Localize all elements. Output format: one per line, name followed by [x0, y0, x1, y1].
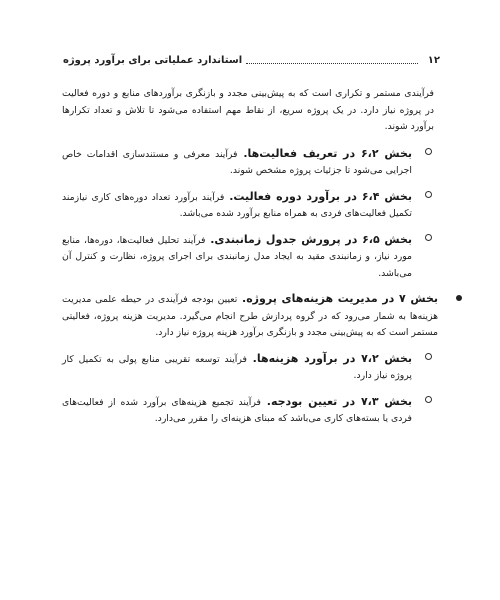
- hollow-bullet-icon: [425, 191, 432, 198]
- intro-paragraph: فرآیندی مستمر و تکراری است که به پیش‌بینی مجدد و بازنگری برآوردهای منابع و دوره فعالیت در پروژه نیاز دارد. در یک پروژه سریع، از نقاط مهم استفاده می‌شود تا تلاش و تعداد تکرارها برآورد شوند.: [62, 88, 434, 132]
- list-item: [62, 189, 434, 223]
- list-item: [62, 146, 434, 180]
- list-item: [62, 351, 434, 385]
- hollow-bullet-icon: [425, 396, 432, 403]
- item-heading: بخش ۷،۲ در برآورد هزینه‌ها.: [246, 351, 412, 365]
- item-heading: بخش ۶،۵ در پرورش جدول زمانبندی.: [205, 232, 413, 246]
- item-text: تعیین بودجه فرآیندی در حیطه علمی مدیریت هزینه‌ها به شمار می‌رود که در گروه پردازش طرح انجام می‌گیرد. مدیریت هزینه پروژه، فعالیتی مستمر است که به پیش‌بینی مجدد و بازنگری برآورد هزینه پروژه نیاز دارد.: [62, 294, 438, 338]
- item-heading: بخش ۷ در مدیریت هزینه‌های پروژه.: [237, 292, 438, 305]
- running-title: استاندارد عملیاتی برای برآورد پروژه: [63, 54, 243, 66]
- item-text: فرآیند تجمیع هزینه‌های برآورد شده از فعالیت‌های فردی یا بسته‌های کاری می‌باشد که مبنای هزینه‌ای را مقرر می‌دارد.: [62, 396, 412, 424]
- hollow-bullet-icon: [425, 234, 432, 241]
- item-text: فرآیند برآورد تعداد دوره‌های کاری نیازمند تکمیل فعالیت‌های فردی به همراه منابع برآورد شده می‌باشد.: [62, 191, 412, 219]
- item-heading: بخش ۶،۴ در برآورد دوره فعالیت.: [224, 189, 412, 203]
- page-body: [62, 86, 438, 437]
- list-item: [62, 291, 448, 342]
- list-item: [62, 232, 434, 283]
- item-heading: بخش ۷،۳ در تعیین بودجه.: [260, 394, 413, 408]
- hollow-bullet-icon: [425, 148, 432, 155]
- item-text: فرآیند تحلیل فعالیت‌ها، دوره‌ها، منابع مورد نیاز، و زمانبندی مقید به ایجاد مدل زمانبندی برای اجرای پروژه، نظارت و کنترل آن می‌باشد.: [62, 234, 412, 279]
- item-heading: بخش ۶،۲ در تعریف فعالیت‌ها.: [237, 146, 413, 160]
- header-leader-dots: [246, 63, 418, 64]
- page-header: [63, 52, 440, 68]
- item-text: فرآیند توسعه تقریبی منابع پولی به تکمیل کار پروژه نیاز دارد.: [62, 353, 412, 381]
- filled-bullet-icon: [456, 295, 462, 301]
- item-text: فرآیند معرفی و مستندسازی اقدامات خاص اجرایی می‌شود تا جزئیات پروژه مشخص شوند.: [62, 148, 412, 176]
- page-number: ۱۲: [427, 54, 440, 66]
- hollow-bullet-icon: [425, 353, 432, 360]
- list-item: [62, 394, 434, 428]
